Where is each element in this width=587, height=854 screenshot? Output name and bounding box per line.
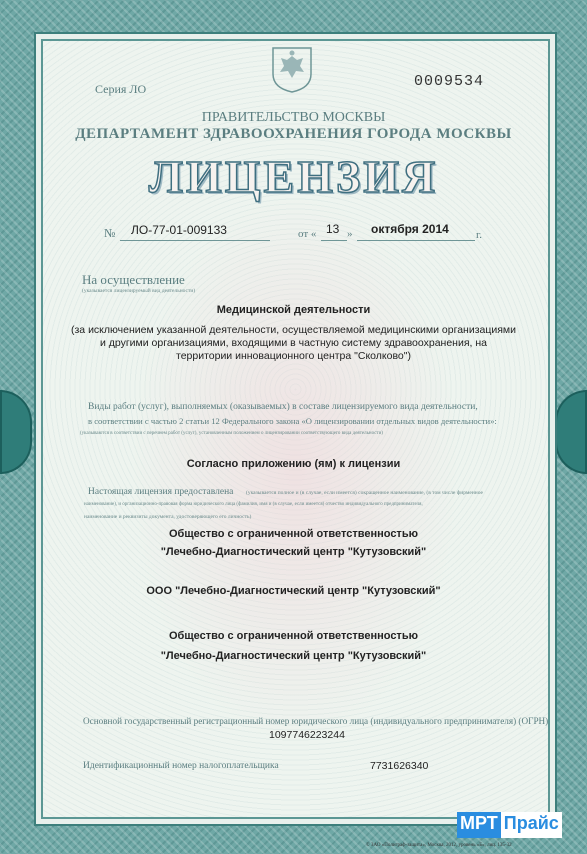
activity-exclusion <box>34 324 553 363</box>
logo-part-price: Прайс <box>501 812 562 838</box>
ogrn-label: Основной государственный регистрационный номер юридического лица (индивидуального предпринимателя) (ОГРН) <box>83 716 549 726</box>
brand-name-line2: "Лечебно-Диагностический центр "Кутузовский" <box>160 650 427 662</box>
activity-value: Медицинской деятельности <box>216 304 371 316</box>
coat-of-arms-icon <box>269 44 315 94</box>
full-name-line2: "Лечебно-Диагностический центр "Кутузовский" <box>160 546 427 558</box>
ogrn-value: 1097746223244 <box>269 729 345 741</box>
license-month-year: октября 2014 <box>371 222 449 236</box>
exclusion-line: (за исключением указанной деятельности, осуществляемой медицинскими организациями <box>71 324 516 336</box>
year-suffix: г. <box>476 229 483 241</box>
works-value: Согласно приложению (ям) к лицензии <box>186 458 401 470</box>
short-name: ООО "Лечебно-Диагностический центр "Кутузовский" <box>146 585 441 597</box>
granted-label: Настоящая лицензия предоставлена <box>88 487 234 497</box>
inn-value: 7731626340 <box>370 760 429 772</box>
series-label: Серия ЛО <box>95 82 147 96</box>
month-underline <box>357 240 475 241</box>
department-title: ДЕПАРТАМЕНТ ЗДРАВООХРАНЕНИЯ ГОРОДА МОСКВЫ <box>75 126 512 142</box>
works-label-line1: Виды работ (услуг), выполняемых (оказываемых) в составе лицензируемого вида деятельности, <box>88 402 478 412</box>
inn-label: Идентификационный номер налогоплательщика <box>83 761 279 771</box>
brand-name-line1: Общество с ограниченной ответственностью <box>169 630 418 642</box>
exclusion-line: и другими организациями, входящими в частную систему здравоохранения, на <box>99 337 488 349</box>
number-sign: № <box>104 226 116 240</box>
logo-part-mrt: МРТ <box>457 812 501 838</box>
print-info: © ЗАО «Полиграф-защита», Москва, 2012, уровень «Б», лиц. 135-32 <box>366 843 512 848</box>
day-underline <box>321 240 347 241</box>
document-title: ЛИЦЕНЗИЯ <box>148 151 439 202</box>
works-hint: (указываются в соответствии с перечнем работ (услуг), установленным положением о лицензировании соответствующего вида деятельности) <box>80 431 383 436</box>
works-label-line2: в соответствии с частью 2 статьи 12 Федерального закона «О лицензировании отдельных видов деятельности»: <box>88 416 497 426</box>
government-title: ПРАВИТЕЛЬСТВО МОСКВЫ <box>201 110 386 125</box>
full-name-line1: Общество с ограниченной ответственностью <box>169 528 418 540</box>
granted-hint-1: (указывается полное и (в случае, если имеется) сокращенное наименование, (в том числе фирменное <box>246 490 483 496</box>
mrtprice-logo <box>457 812 562 838</box>
license-day: 13 <box>326 222 340 236</box>
activity-label: На осуществление <box>82 272 185 287</box>
license-number: ЛО-77-01-009133 <box>131 223 227 237</box>
form-number: 0009534 <box>414 73 485 90</box>
granted-hint-2: наименование), и организационно-правовая форма юридического лица (фамилия, имя и (в случае, если имеется) отчество индивидуального предпринимателя, <box>84 502 423 507</box>
from-label: от « <box>298 228 317 240</box>
activity-hint: (указывается лицензируемый вид деятельности) <box>82 288 196 294</box>
license-number-underline <box>120 240 270 241</box>
exclusion-line: территории инновационного центра "Сколково") <box>176 350 411 362</box>
close-quote: » <box>347 228 353 240</box>
granted-hint-3: наименование и реквизиты документа, удостоверяющего его личность) <box>84 514 252 520</box>
